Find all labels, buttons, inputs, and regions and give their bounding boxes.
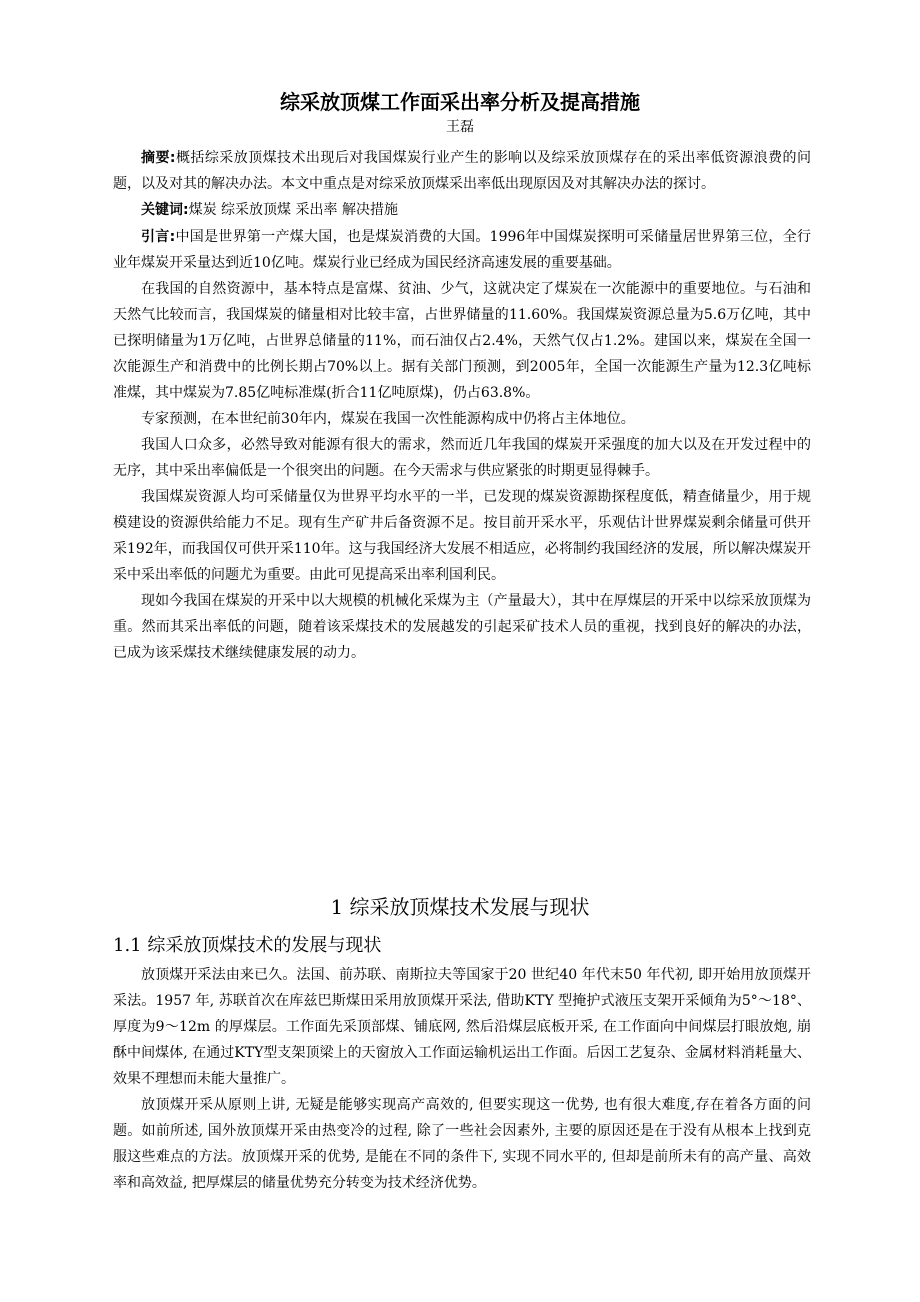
body-paragraph: 现如今我国在煤炭的开采中以大规模的机械化采煤为主（产量最大），其中在厚煤层的开采中以综采放顶煤为重。然而其采出率低的问题，随着该采煤技术的发展越发的引起采矿技术人员的重视，找到良好的解决的办法，已成为该采煤技术继续健康发展的动力。 [113, 593, 811, 661]
section-heading: 1.1 综采放顶煤技术的发展与现状 [113, 935, 382, 956]
section-paragraph: 放顶煤开采法由来已久。法国、前苏联、南斯拉夫等国家于20 世纪40 年代末50 年代初, 即开始用放顶煤开采法。1957 年, 苏联首次在库兹巴斯煤田采用放顶煤开采法, 借助KTY 型掩护式液压支架开采倾角为5°～18°、厚度为9～12m 的厚煤层。工作面先采顶部煤、铺底网, 然后沿煤层底板开采, 在工作面向中间煤层打眼放炮, 崩酥中间煤体, 在通过KTY型支架顶梁上的天窗放入工作面运输机运出工作面。后因工艺复杂、金属材料消耗量大、效果不理想而未能大量推广。 [113, 967, 811, 1087]
keywords-paragraph [113, 197, 811, 223]
introduction-paragraph [113, 224, 811, 276]
document-title: 综采放顶煤工作面采出率分析及提高措施 [280, 90, 640, 114]
section-body-block [113, 962, 811, 1196]
chapter-heading: 1 综采放顶煤技术发展与现状 [330, 895, 590, 919]
keywords-label: 关键词: [141, 202, 189, 218]
abstract-label: 摘要: [141, 150, 176, 166]
introduction-label: 引言: [141, 229, 176, 245]
body-paragraph: 专家预测，在本世纪前30年内，煤炭在我国一次性能源构成中仍将占主体地位。 [141, 411, 635, 427]
introduction-text: 中国是世界第一产煤大国，也是煤炭消费的大国。1996年中国煤炭探明可采储量居世界第三位，全行业年煤炭开采量达到近10亿吨。煤炭行业已经成为国民经济高速发展的重要基础。 [113, 229, 811, 271]
abstract-text: 概括综采放顶煤技术出现后对我国煤炭行业产生的影响以及综采放顶煤存在的采出率低资源浪费的问题，以及对其的解决办法。本文中重点是对综采放顶煤采出率低出现原因及对其解决办法的探讨。 [113, 150, 812, 192]
abstract-paragraph [113, 145, 811, 197]
introduction-block [113, 224, 811, 666]
abstract-block [113, 145, 811, 223]
body-paragraph: 在我国的自然资源中，基本特点是富煤、贫油、少气，这就决定了煤炭在一次能源中的重要地位。与石油和天然气比较而言，我国煤炭的储量相对比较丰富，占世界储量的11.60%。我国煤炭资源总量为5.6万亿吨，其中已探明储量为1万亿吨，占世界总储量的11%，而石油仅占2.4%，天然气仅占1.2%。建国以来，煤炭在全国一次能源生产和消费中的比例长期占70%以上。据有关部门预测，到2005年，全国一次能源生产量为12.3亿吨标准煤，其中煤炭为7.85亿吨标准煤(折合11亿吨原煤)，仍占63.8%。 [113, 281, 811, 401]
body-paragraph: 我国人口众多，必然导致对能源有很大的需求，然而近几年我国的煤炭开采强度的加大以及在开发过程中的无序，其中采出率偏低是一个很突出的问题。在今天需求与供应紧张的时期更显得棘手。 [113, 437, 811, 479]
document-author: 王磊 [446, 119, 474, 135]
body-paragraph: 我国煤炭资源人均可采储量仅为世界平均水平的一半，已发现的煤炭资源勘探程度低，精查储量少，用于规模建设的资源供给能力不足。现有生产矿井后备资源不足。按目前开采水平，乐观估计世界煤炭剩余储量可供开采192年，而我国仅可供开采110年。这与我国经济大发展不相适应，必将制约我国经济的发展，所以解决煤炭开采中采出率低的问题尤为重要。由此可见提高采出率利国利民。 [113, 489, 811, 583]
keywords-text: 煤炭 综采放顶煤 采出率 解决措施 [188, 202, 398, 218]
section-paragraph: 放顶煤开采从原则上讲, 无疑是能够实现高产高效的, 但要实现这一优势, 也有很大难度,存在着各方面的问题。如前所述, 国外放顶煤开采由热变冷的过程, 除了一些社会因素外, 主要的原因还是在于没有从根本上找到克服这些难点的方法。放顶煤开采的优势, 是能在不同的条件下, 实现不同水平的, 但却是前所未有的高产量、高效率和高效益, 把厚煤层的储量优势充分转变为技术经济优势。 [113, 1097, 811, 1191]
